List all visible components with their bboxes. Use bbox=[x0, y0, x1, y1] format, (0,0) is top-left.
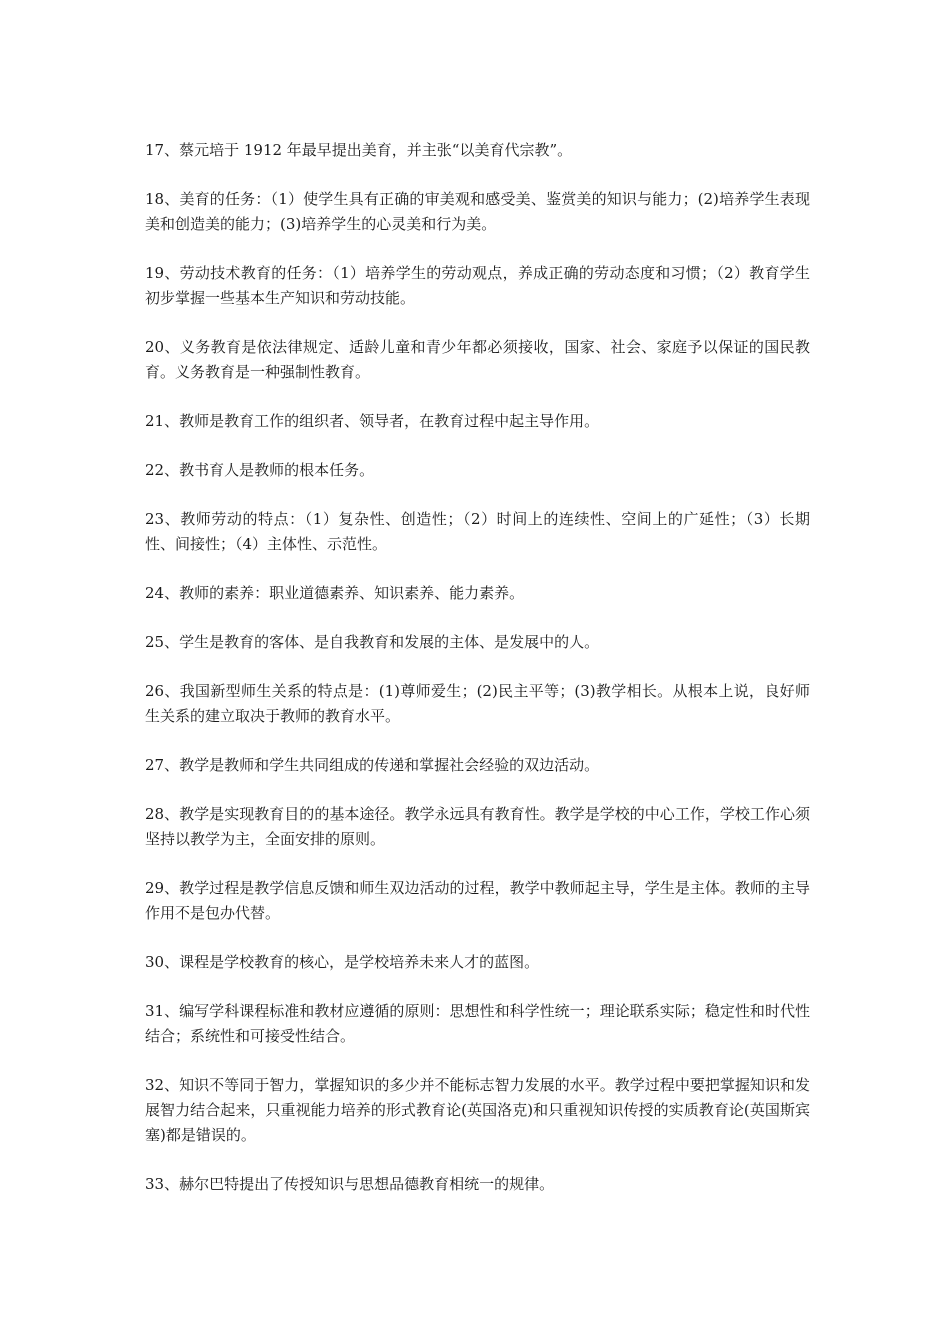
item-32: 32、知识不等同于智力，掌握知识的多少并不能标志智力发展的水平。教学过程中要把掌握知识和发展智力结合起来，只重视能力培养的形式教育论(英国洛克)和只重视知识传授的实质教育论(英国斯宾塞)都是错误的。 bbox=[145, 1076, 810, 1144]
item-23: 23、教师劳动的特点：（1）复杂性、创造性；（2）时间上的连续性、空间上的广延性；（3）长期性、间接性；（4）主体性、示范性。 bbox=[145, 510, 810, 553]
item-18: 18、美育的任务：（1）使学生具有正确的审美观和感受美、鉴赏美的知识与能力；(2)培养学生表现美和创造美的能力；(3)培养学生的心灵美和行为美。 bbox=[145, 190, 810, 233]
item-29: 29、教学过程是教学信息反馈和师生双边活动的过程，教学中教师起主导，学生是主体。教师的主导作用不是包办代替。 bbox=[145, 879, 810, 922]
item-17: 17、蔡元培于 1912 年最早提出美育，并主张“以美育代宗教”。 bbox=[145, 141, 573, 159]
document-body bbox=[145, 138, 810, 1221]
item-28: 28、教学是实现教育目的的基本途径。教学永远具有教育性。教学是学校的中心工作，学校工作心须坚持以教学为主，全面安排的原则。 bbox=[145, 805, 810, 848]
item-24: 24、教师的素养：职业道德素养、知识素养、能力素养。 bbox=[145, 584, 525, 602]
item-33: 33、赫尔巴特提出了传授知识与思想品德教育相统一的规律。 bbox=[145, 1175, 555, 1193]
item-21: 21、教师是教育工作的组织者、领导者，在教育过程中起主导作用。 bbox=[145, 412, 600, 430]
item-30: 30、课程是学校教育的核心，是学校培养未来人才的蓝图。 bbox=[145, 953, 540, 971]
item-25: 25、学生是教育的客体、是自我教育和发展的主体、是发展中的人。 bbox=[145, 633, 600, 651]
item-27: 27、教学是教师和学生共同组成的传递和掌握社会经验的双边活动。 bbox=[145, 756, 600, 774]
item-26: 26、我国新型师生关系的特点是：(1)尊师爱生；(2)民主平等；(3)教学相长。从根本上说，良好师生关系的建立取决于教师的教育水平。 bbox=[145, 682, 810, 725]
item-19: 19、劳动技术教育的任务：（1）培养学生的劳动观点，养成正确的劳动态度和习惯；（2）教育学生初步掌握一些基本生产知识和劳动技能。 bbox=[145, 264, 810, 307]
item-22: 22、教书育人是教师的根本任务。 bbox=[145, 461, 375, 479]
item-20: 20、义务教育是依法律规定、适龄儿童和青少年都必须接收，国家、社会、家庭予以保证的国民教育。义务教育是一种强制性教育。 bbox=[145, 338, 810, 381]
item-31: 31、编写学科课程标准和教材应遵循的原则：思想性和科学性统一；理论联系实际；稳定性和时代性结合；系统性和可接受性结合。 bbox=[145, 1002, 810, 1045]
